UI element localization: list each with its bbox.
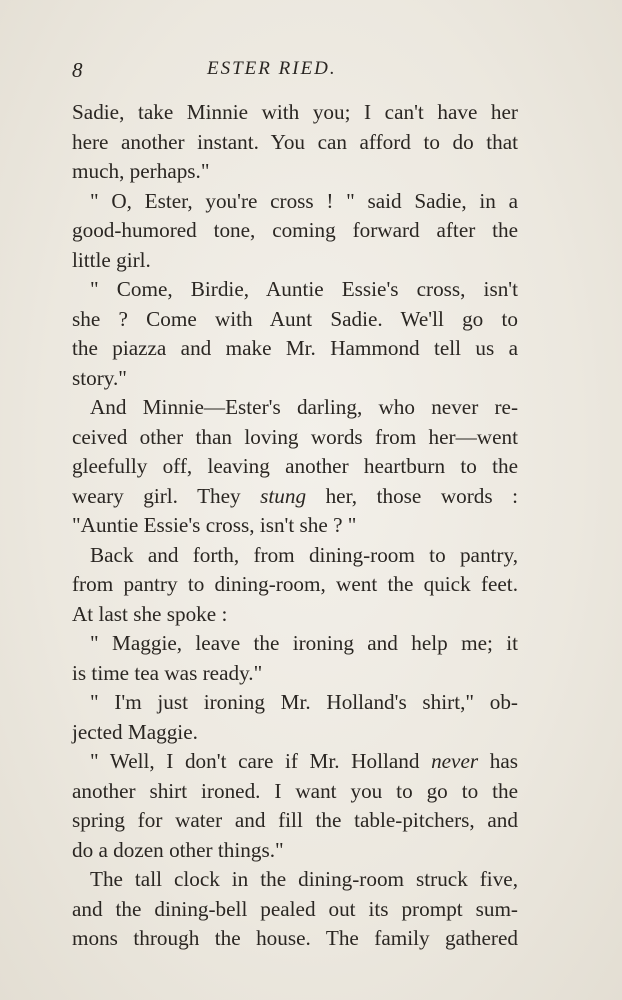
- text-run: has: [478, 749, 518, 773]
- text-run: weary girl. They: [72, 483, 261, 508]
- italic-emphasis: stung: [260, 483, 307, 508]
- text-line: " I'm just ironing Mr. Holland's shirt," ob-: [90, 690, 518, 714]
- text-line: little girl.: [72, 247, 151, 272]
- text-line: Sadie, take Minnie with you; I can't have her: [72, 100, 518, 124]
- text-line: from pantry to dining-room, went the quick feet.: [72, 572, 518, 596]
- text-line: " O, Ester, you're cross ! " said Sadie, in a: [90, 188, 518, 213]
- text-line: The tall clock in the dining-room struck five,: [90, 867, 518, 891]
- text-line: good-humored tone, coming forward after the: [72, 218, 518, 242]
- text-run: " Well, I don't care if Mr. Holland: [90, 749, 432, 773]
- text-line: and the dining-bell pealed out its prompt sum-: [72, 896, 518, 921]
- text-line: [72, 482, 518, 512]
- page-number: 8: [72, 58, 83, 82]
- text-line: ceived other than loving words from her—went: [72, 424, 518, 449]
- text-line: she ? Come with Aunt Sadie. We'll go to: [72, 306, 518, 331]
- page-body-text: [72, 98, 518, 954]
- text-line: [72, 747, 518, 777]
- text-run: her, those words :: [306, 483, 518, 508]
- text-line: another shirt ironed. I want you to go to the: [72, 778, 518, 803]
- text-line: And Minnie—Ester's darling, who never re-: [90, 395, 518, 419]
- text-line: mons through the house. The family gathered: [72, 926, 518, 950]
- text-line: Back and forth, from dining-room to pantry,: [90, 542, 518, 567]
- text-line: " Maggie, leave the ironing and help me; it: [90, 631, 518, 655]
- text-line: gleefully off, leaving another heartburn to the: [72, 454, 518, 478]
- text-line: story.": [72, 365, 127, 390]
- text-line: spring for water and fill the table-pitchers, and: [72, 808, 518, 832]
- text-line: is time tea was ready.": [72, 660, 263, 685]
- text-line: "Auntie Essie's cross, isn't she ? ": [72, 513, 357, 537]
- text-line: do a dozen other things.": [72, 837, 284, 862]
- text-line: jected Maggie.: [72, 719, 198, 744]
- italic-emphasis: never: [431, 749, 479, 773]
- page-header: [72, 58, 522, 88]
- running-title: ESTER RIED.: [207, 58, 337, 79]
- text-line: " Come, Birdie, Auntie Essie's cross, isn't: [90, 277, 518, 301]
- text-line: here another instant. You can afford to do that: [72, 129, 518, 154]
- text-line: much, perhaps.": [72, 159, 210, 183]
- text-line: the piazza and make Mr. Hammond tell us a: [72, 336, 518, 360]
- text-line: At last she spoke :: [72, 601, 228, 626]
